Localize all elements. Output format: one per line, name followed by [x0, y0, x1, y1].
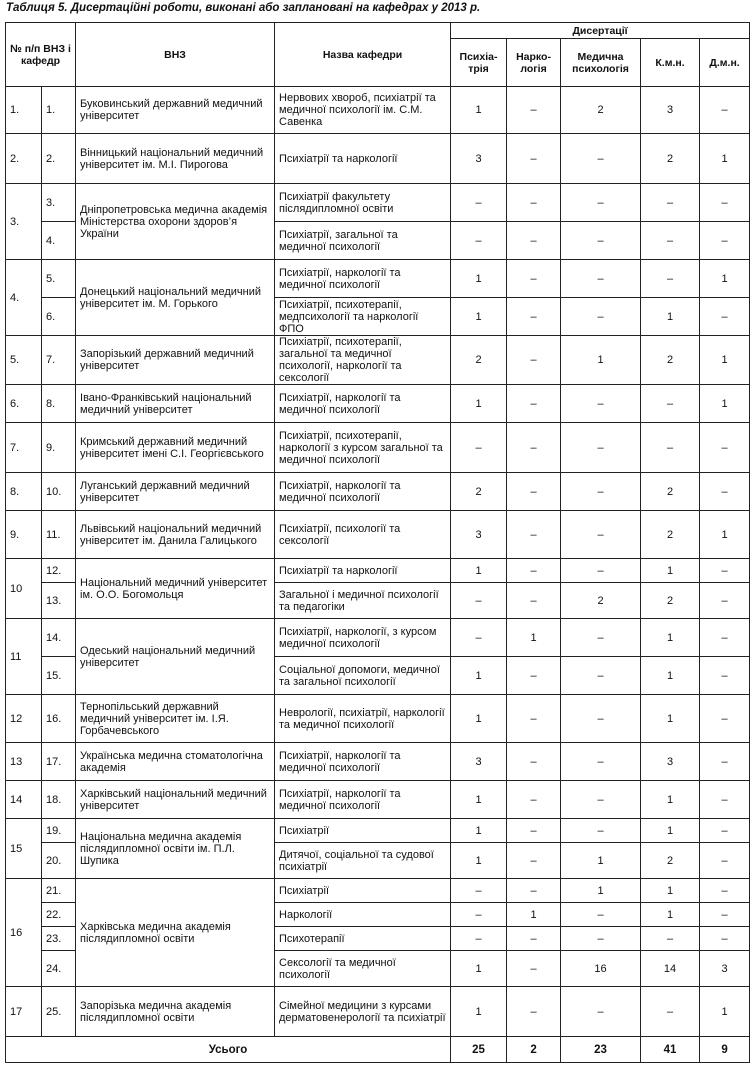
medical-psychology-count: – — [561, 927, 641, 951]
narcology-count: – — [507, 743, 561, 781]
total-row — [6, 1037, 750, 1063]
dmn-count: – — [700, 657, 750, 695]
vnz-name: Національна медична академія післядипломної освіти ім. П.Л. Шупика — [76, 819, 275, 879]
vnz-name: Одеський національний медичний університет — [76, 619, 275, 695]
dmn-count: 1 — [700, 385, 750, 423]
department-name: Психіатрії, наркології та медичної психології — [275, 743, 451, 781]
kmn-count: 1 — [641, 559, 700, 583]
psychiatry-count: 1 — [451, 695, 507, 743]
table-body — [6, 87, 750, 1063]
department-number: 7. — [42, 336, 76, 385]
department-name: Психіатрії — [275, 879, 451, 903]
vnz-name: Донецький національний медичний університет ім. М. Горького — [76, 260, 275, 336]
psychiatry-count: 2 — [451, 473, 507, 511]
vnz-name: Запорізький державний медичний університет — [76, 336, 275, 385]
narcology-count: – — [507, 987, 561, 1037]
table-row — [6, 559, 750, 583]
psychiatry-count: – — [451, 423, 507, 473]
department-name: Психіатрії, психотерапії, загальної та медичної психології, наркології та сексології — [275, 336, 451, 385]
narcology-count: – — [507, 879, 561, 903]
vnz-number: 6. — [6, 385, 42, 423]
department-name: Психіатрії — [275, 819, 451, 843]
psychiatry-count: – — [451, 619, 507, 657]
table-row — [6, 385, 750, 423]
header-department: Назва кафедри — [275, 23, 451, 87]
vnz-name: Івано-Франківський національний медичний університет — [76, 385, 275, 423]
vnz-number: 13 — [6, 743, 42, 781]
header-number: № п/п ВНЗ і кафедр — [6, 23, 76, 87]
dmn-count: – — [700, 423, 750, 473]
psychiatry-count: – — [451, 184, 507, 222]
narcology-count: – — [507, 184, 561, 222]
department-name: Психотерапії — [275, 927, 451, 951]
kmn-count: 2 — [641, 134, 700, 184]
department-name: Психіатрії, наркології та медичної психології — [275, 781, 451, 819]
narcology-count: 1 — [507, 619, 561, 657]
psychiatry-count: – — [451, 879, 507, 903]
dmn-count: – — [700, 222, 750, 260]
dmn-count: 1 — [700, 987, 750, 1037]
department-name: Загальної і медичної психології та педагогіки — [275, 583, 451, 619]
psychiatry-count: – — [451, 222, 507, 260]
medical-psychology-count: – — [561, 260, 641, 298]
department-number: 20. — [42, 843, 76, 879]
kmn-count: – — [641, 927, 700, 951]
department-number: 13. — [42, 583, 76, 619]
dmn-count: – — [700, 781, 750, 819]
dmn-count: 1 — [700, 134, 750, 184]
medical-psychology-count: 16 — [561, 951, 641, 987]
psychiatry-count: – — [451, 927, 507, 951]
department-name: Психіатрії та наркології — [275, 134, 451, 184]
department-number: 21. — [42, 879, 76, 903]
department-number: 16. — [42, 695, 76, 743]
narcology-count: – — [507, 222, 561, 260]
department-number: 19. — [42, 819, 76, 843]
medical-psychology-count: – — [561, 695, 641, 743]
psychiatry-count: 1 — [451, 819, 507, 843]
header-dissertations: Дисертації — [451, 23, 750, 39]
vnz-name: Запорізька медична академія післядипломної освіти — [76, 987, 275, 1037]
narcology-count: – — [507, 843, 561, 879]
psychiatry-count: 1 — [451, 385, 507, 423]
total-medical-psychology: 23 — [561, 1037, 641, 1063]
header-kmn: К.м.н. — [641, 39, 700, 87]
table-row — [6, 260, 750, 298]
vnz-number: 7. — [6, 423, 42, 473]
vnz-name: Харківська медична академія післядипломної освіти — [76, 879, 275, 987]
department-number: 11. — [42, 511, 76, 559]
table-row — [6, 987, 750, 1037]
kmn-count: 14 — [641, 951, 700, 987]
vnz-name: Тернопільський державний медичний університет ім. І.Я. Горбачевського — [76, 695, 275, 743]
header-psychiatry: Психіа-трія — [451, 39, 507, 87]
total-narcology: 2 — [507, 1037, 561, 1063]
psychiatry-count: 2 — [451, 336, 507, 385]
table-row — [6, 781, 750, 819]
narcology-count: – — [507, 583, 561, 619]
department-name: Психіатрії, наркології, з курсом медичної психології — [275, 619, 451, 657]
department-number: 12. — [42, 559, 76, 583]
vnz-number: 11 — [6, 619, 42, 695]
department-name: Психіатрії та наркології — [275, 559, 451, 583]
dmn-count: 1 — [700, 260, 750, 298]
medical-psychology-count: – — [561, 385, 641, 423]
department-number: 25. — [42, 987, 76, 1037]
department-number: 4. — [42, 222, 76, 260]
psychiatry-count: 1 — [451, 657, 507, 695]
vnz-number: 4. — [6, 260, 42, 336]
dmn-count: 3 — [700, 951, 750, 987]
psychiatry-count: 1 — [451, 781, 507, 819]
vnz-name: Дніпропетровська медична академія Міністерства охорони здоров’я України — [76, 184, 275, 260]
department-number: 14. — [42, 619, 76, 657]
vnz-number: 12 — [6, 695, 42, 743]
medical-psychology-count: – — [561, 619, 641, 657]
psychiatry-count: 1 — [451, 843, 507, 879]
total-kmn: 41 — [641, 1037, 700, 1063]
header-narcology: Нарко-логія — [507, 39, 561, 87]
narcology-count: – — [507, 927, 561, 951]
narcology-count: – — [507, 695, 561, 743]
medical-psychology-count: 2 — [561, 583, 641, 619]
vnz-name: Харківський національний медичний університет — [76, 781, 275, 819]
psychiatry-count: 1 — [451, 987, 507, 1037]
header-medical-psychology: Медична психологія — [561, 39, 641, 87]
medical-psychology-count: 1 — [561, 336, 641, 385]
medical-psychology-count: – — [561, 781, 641, 819]
medical-psychology-count: – — [561, 473, 641, 511]
table-row — [6, 423, 750, 473]
table-row — [6, 743, 750, 781]
kmn-count: – — [641, 184, 700, 222]
table-row — [6, 695, 750, 743]
kmn-count: 2 — [641, 473, 700, 511]
kmn-count: – — [641, 222, 700, 260]
department-name: Психіатрії, психотерапії, наркології з курсом загальної та медичної психології — [275, 423, 451, 473]
department-name: Психіатрії факультету післядипломної освіти — [275, 184, 451, 222]
vnz-number: 1. — [6, 87, 42, 134]
kmn-count: 2 — [641, 336, 700, 385]
narcology-count: – — [507, 819, 561, 843]
department-name: Психіатрії, наркології та медичної психології — [275, 385, 451, 423]
medical-psychology-count: – — [561, 511, 641, 559]
department-number: 1. — [42, 87, 76, 134]
dmn-count: – — [700, 473, 750, 511]
header-vnz: ВНЗ — [76, 23, 275, 87]
vnz-number: 17 — [6, 987, 42, 1037]
vnz-name: Буковинський державний медичний університет — [76, 87, 275, 134]
psychiatry-count: 3 — [451, 134, 507, 184]
kmn-count: – — [641, 423, 700, 473]
narcology-count: – — [507, 781, 561, 819]
narcology-count: – — [507, 385, 561, 423]
medical-psychology-count: 1 — [561, 879, 641, 903]
department-name: Психіатрії, психотерапії, медпсихології та наркології ФПО — [275, 298, 451, 336]
vnz-number: 15 — [6, 819, 42, 879]
table-row — [6, 87, 750, 134]
header-dmn: Д.м.н. — [700, 39, 750, 87]
narcology-count: – — [507, 336, 561, 385]
narcology-count: – — [507, 473, 561, 511]
narcology-count: – — [507, 559, 561, 583]
department-name: Нервових хвороб, психіатрії та медичної психології ім. С.М. Савенка — [275, 87, 451, 134]
vnz-name: Луганський державний медичний університет — [76, 473, 275, 511]
dmn-count: – — [700, 743, 750, 781]
dmn-count: – — [700, 583, 750, 619]
department-number: 2. — [42, 134, 76, 184]
table-row — [6, 619, 750, 657]
department-number: 22. — [42, 903, 76, 927]
medical-psychology-count: – — [561, 903, 641, 927]
vnz-number: 8. — [6, 473, 42, 511]
department-number: 23. — [42, 927, 76, 951]
narcology-count: – — [507, 511, 561, 559]
vnz-name: Національний медичний університет ім. О.О. Богомольця — [76, 559, 275, 619]
kmn-count: 2 — [641, 843, 700, 879]
medical-psychology-count: – — [561, 134, 641, 184]
dmn-count: 1 — [700, 511, 750, 559]
kmn-count: – — [641, 987, 700, 1037]
dmn-count: – — [700, 184, 750, 222]
medical-psychology-count: – — [561, 559, 641, 583]
department-number: 10. — [42, 473, 76, 511]
kmn-count: 3 — [641, 87, 700, 134]
dmn-count: – — [700, 619, 750, 657]
dmn-count: – — [700, 695, 750, 743]
table-row — [6, 134, 750, 184]
medical-psychology-count: – — [561, 184, 641, 222]
department-number: 3. — [42, 184, 76, 222]
table-row — [6, 473, 750, 511]
vnz-name: Українська медична стоматологічна академія — [76, 743, 275, 781]
psychiatry-count: 1 — [451, 951, 507, 987]
department-name: Дитячої, соціальної та судової психіатрії — [275, 843, 451, 879]
total-label: Усього — [6, 1037, 451, 1063]
table-row — [6, 879, 750, 903]
department-name: Сімейної медицини з курсами дерматовенерології та психіатрії — [275, 987, 451, 1037]
psychiatry-count: 3 — [451, 511, 507, 559]
dmn-count: – — [700, 843, 750, 879]
department-name: Сексології та медичної психології — [275, 951, 451, 987]
kmn-count: 1 — [641, 298, 700, 336]
department-number: 5. — [42, 260, 76, 298]
dmn-count: – — [700, 559, 750, 583]
medical-psychology-count: 2 — [561, 87, 641, 134]
psychiatry-count: – — [451, 903, 507, 927]
table-row — [6, 511, 750, 559]
kmn-count: 1 — [641, 781, 700, 819]
kmn-count: 2 — [641, 583, 700, 619]
department-name: Неврології, психіатрії, наркології та медичної психології — [275, 695, 451, 743]
medical-psychology-count: – — [561, 423, 641, 473]
vnz-number: 16 — [6, 879, 42, 987]
vnz-number: 2. — [6, 134, 42, 184]
dmn-count: – — [700, 298, 750, 336]
table-row — [6, 819, 750, 843]
department-number: 18. — [42, 781, 76, 819]
table-row — [6, 336, 750, 385]
vnz-name: Львівський національний медичний університет ім. Данила Галицького — [76, 511, 275, 559]
psychiatry-count: 1 — [451, 87, 507, 134]
kmn-count: 1 — [641, 879, 700, 903]
dissertations-table — [5, 22, 750, 1063]
psychiatry-count: 3 — [451, 743, 507, 781]
kmn-count: 1 — [641, 695, 700, 743]
narcology-count: – — [507, 951, 561, 987]
department-number: 15. — [42, 657, 76, 695]
kmn-count: – — [641, 260, 700, 298]
medical-psychology-count: – — [561, 298, 641, 336]
medical-psychology-count: – — [561, 819, 641, 843]
dmn-count: – — [700, 927, 750, 951]
department-name: Соціальної допомоги, медичної та загальної психології — [275, 657, 451, 695]
narcology-count: – — [507, 423, 561, 473]
medical-psychology-count: 1 — [561, 843, 641, 879]
department-number: 8. — [42, 385, 76, 423]
table-caption: Таблиця 5. Дисертаційні роботи, виконані або заплановані на кафедрах у 2013 р. — [6, 2, 481, 14]
dmn-count: 1 — [700, 336, 750, 385]
vnz-number: 3. — [6, 184, 42, 260]
dmn-count: – — [700, 819, 750, 843]
department-name: Психіатрії, наркології та медичної психології — [275, 260, 451, 298]
vnz-name: Кримський державний медичний університет імені С.І. Георгієвського — [76, 423, 275, 473]
psychiatry-count: 1 — [451, 298, 507, 336]
department-number: 17. — [42, 743, 76, 781]
department-number: 6. — [42, 298, 76, 336]
department-number: 9. — [42, 423, 76, 473]
narcology-count: – — [507, 657, 561, 695]
medical-psychology-count: – — [561, 222, 641, 260]
table-row — [6, 184, 750, 222]
department-name: Психіатрії, психології та сексології — [275, 511, 451, 559]
department-name: Наркології — [275, 903, 451, 927]
psychiatry-count: 1 — [451, 559, 507, 583]
psychiatry-count: 1 — [451, 260, 507, 298]
kmn-count: 2 — [641, 511, 700, 559]
medical-psychology-count: – — [561, 743, 641, 781]
narcology-count: – — [507, 298, 561, 336]
vnz-number: 10 — [6, 559, 42, 619]
vnz-number: 5. — [6, 336, 42, 385]
kmn-count: 1 — [641, 619, 700, 657]
dmn-count: – — [700, 903, 750, 927]
vnz-number: 9. — [6, 511, 42, 559]
dmn-count: – — [700, 879, 750, 903]
medical-psychology-count: – — [561, 987, 641, 1037]
kmn-count: 1 — [641, 819, 700, 843]
vnz-name: Вінницький національний медичний університет ім. М.І. Пирогова — [76, 134, 275, 184]
total-dmn: 9 — [700, 1037, 750, 1063]
medical-psychology-count: – — [561, 657, 641, 695]
department-number: 24. — [42, 951, 76, 987]
narcology-count: 1 — [507, 903, 561, 927]
kmn-count: – — [641, 385, 700, 423]
psychiatry-count: – — [451, 583, 507, 619]
total-psychiatry: 25 — [451, 1037, 507, 1063]
narcology-count: – — [507, 87, 561, 134]
department-name: Психіатрії, наркології та медичної психології — [275, 473, 451, 511]
dmn-count: – — [700, 87, 750, 134]
vnz-number: 14 — [6, 781, 42, 819]
narcology-count: – — [507, 134, 561, 184]
department-name: Психіатрії, загальної та медичної психології — [275, 222, 451, 260]
narcology-count: – — [507, 260, 561, 298]
kmn-count: 1 — [641, 657, 700, 695]
kmn-count: 1 — [641, 903, 700, 927]
kmn-count: 3 — [641, 743, 700, 781]
